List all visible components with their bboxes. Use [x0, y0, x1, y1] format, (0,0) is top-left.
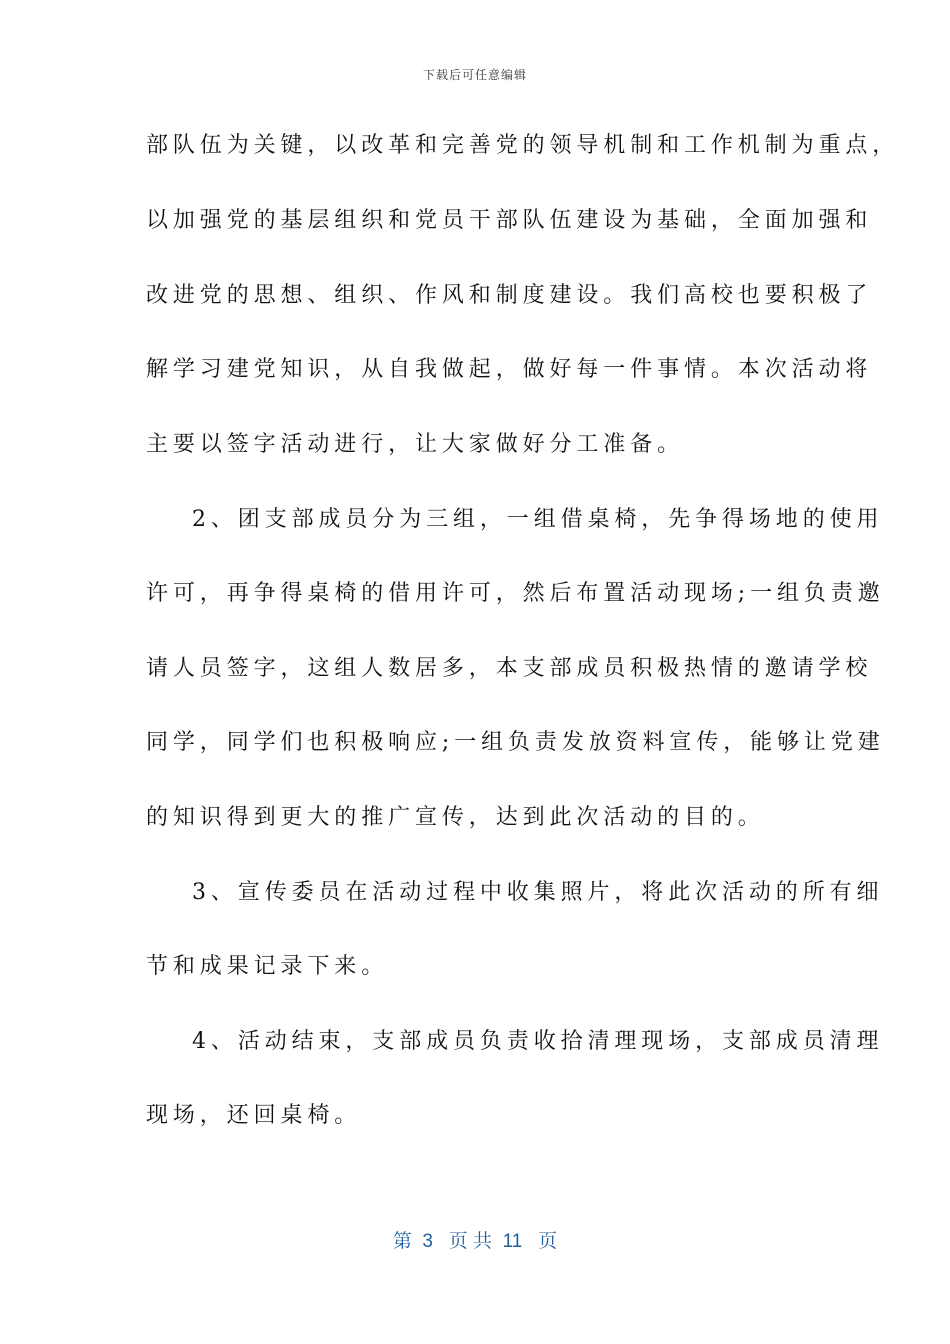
body-line: 改进党的思想、组织、作风和制度建设。我们高校也要积极了: [146, 283, 873, 308]
page-number-footer: 第 3 页 共 11 页: [392, 1231, 558, 1252]
body-line: 同学，同学们也积极响应;一组负责发放资料宣传，能够让党建: [146, 730, 885, 755]
body-line: 部队伍为关键，以改革和完善党的领导机制和工作机制为重点，: [146, 133, 900, 158]
page-header-note: 下载后可任意编辑: [422, 68, 527, 82]
body-line: 许可，再争得桌椅的借用许可，然后布置活动现场;一组负责邀: [146, 581, 885, 606]
body-line: 以加强党的基层组织和党员干部队伍建设为基础，全面加强和: [146, 208, 873, 233]
body-line: 主要以签字活动进行，让大家做好分工准备。: [146, 432, 685, 457]
body-line: 现场，还回桌椅。: [146, 1103, 362, 1128]
body-line: 节和成果记录下来。: [146, 954, 389, 979]
body-line: 的知识得到更大的推广宣传，达到此次活动的目的。: [146, 805, 765, 830]
body-line: 请人员签字，这组人数居多，本支部成员积极热情的邀请学校: [146, 656, 873, 681]
paragraph-2-first-line: 2、团支部成员分为三组，一组借桌椅，先争得场地的使用: [192, 507, 884, 532]
paragraph-4-first-line: 4、活动结束，支部成员负责收拾清理现场，支部成员清理: [192, 1029, 884, 1054]
paragraph-3-first-line: 3、宣传委员在活动过程中收集照片，将此次活动的所有细: [192, 880, 884, 905]
body-line: 解学习建党知识，从自我做起，做好每一件事情。本次活动将: [146, 357, 873, 382]
